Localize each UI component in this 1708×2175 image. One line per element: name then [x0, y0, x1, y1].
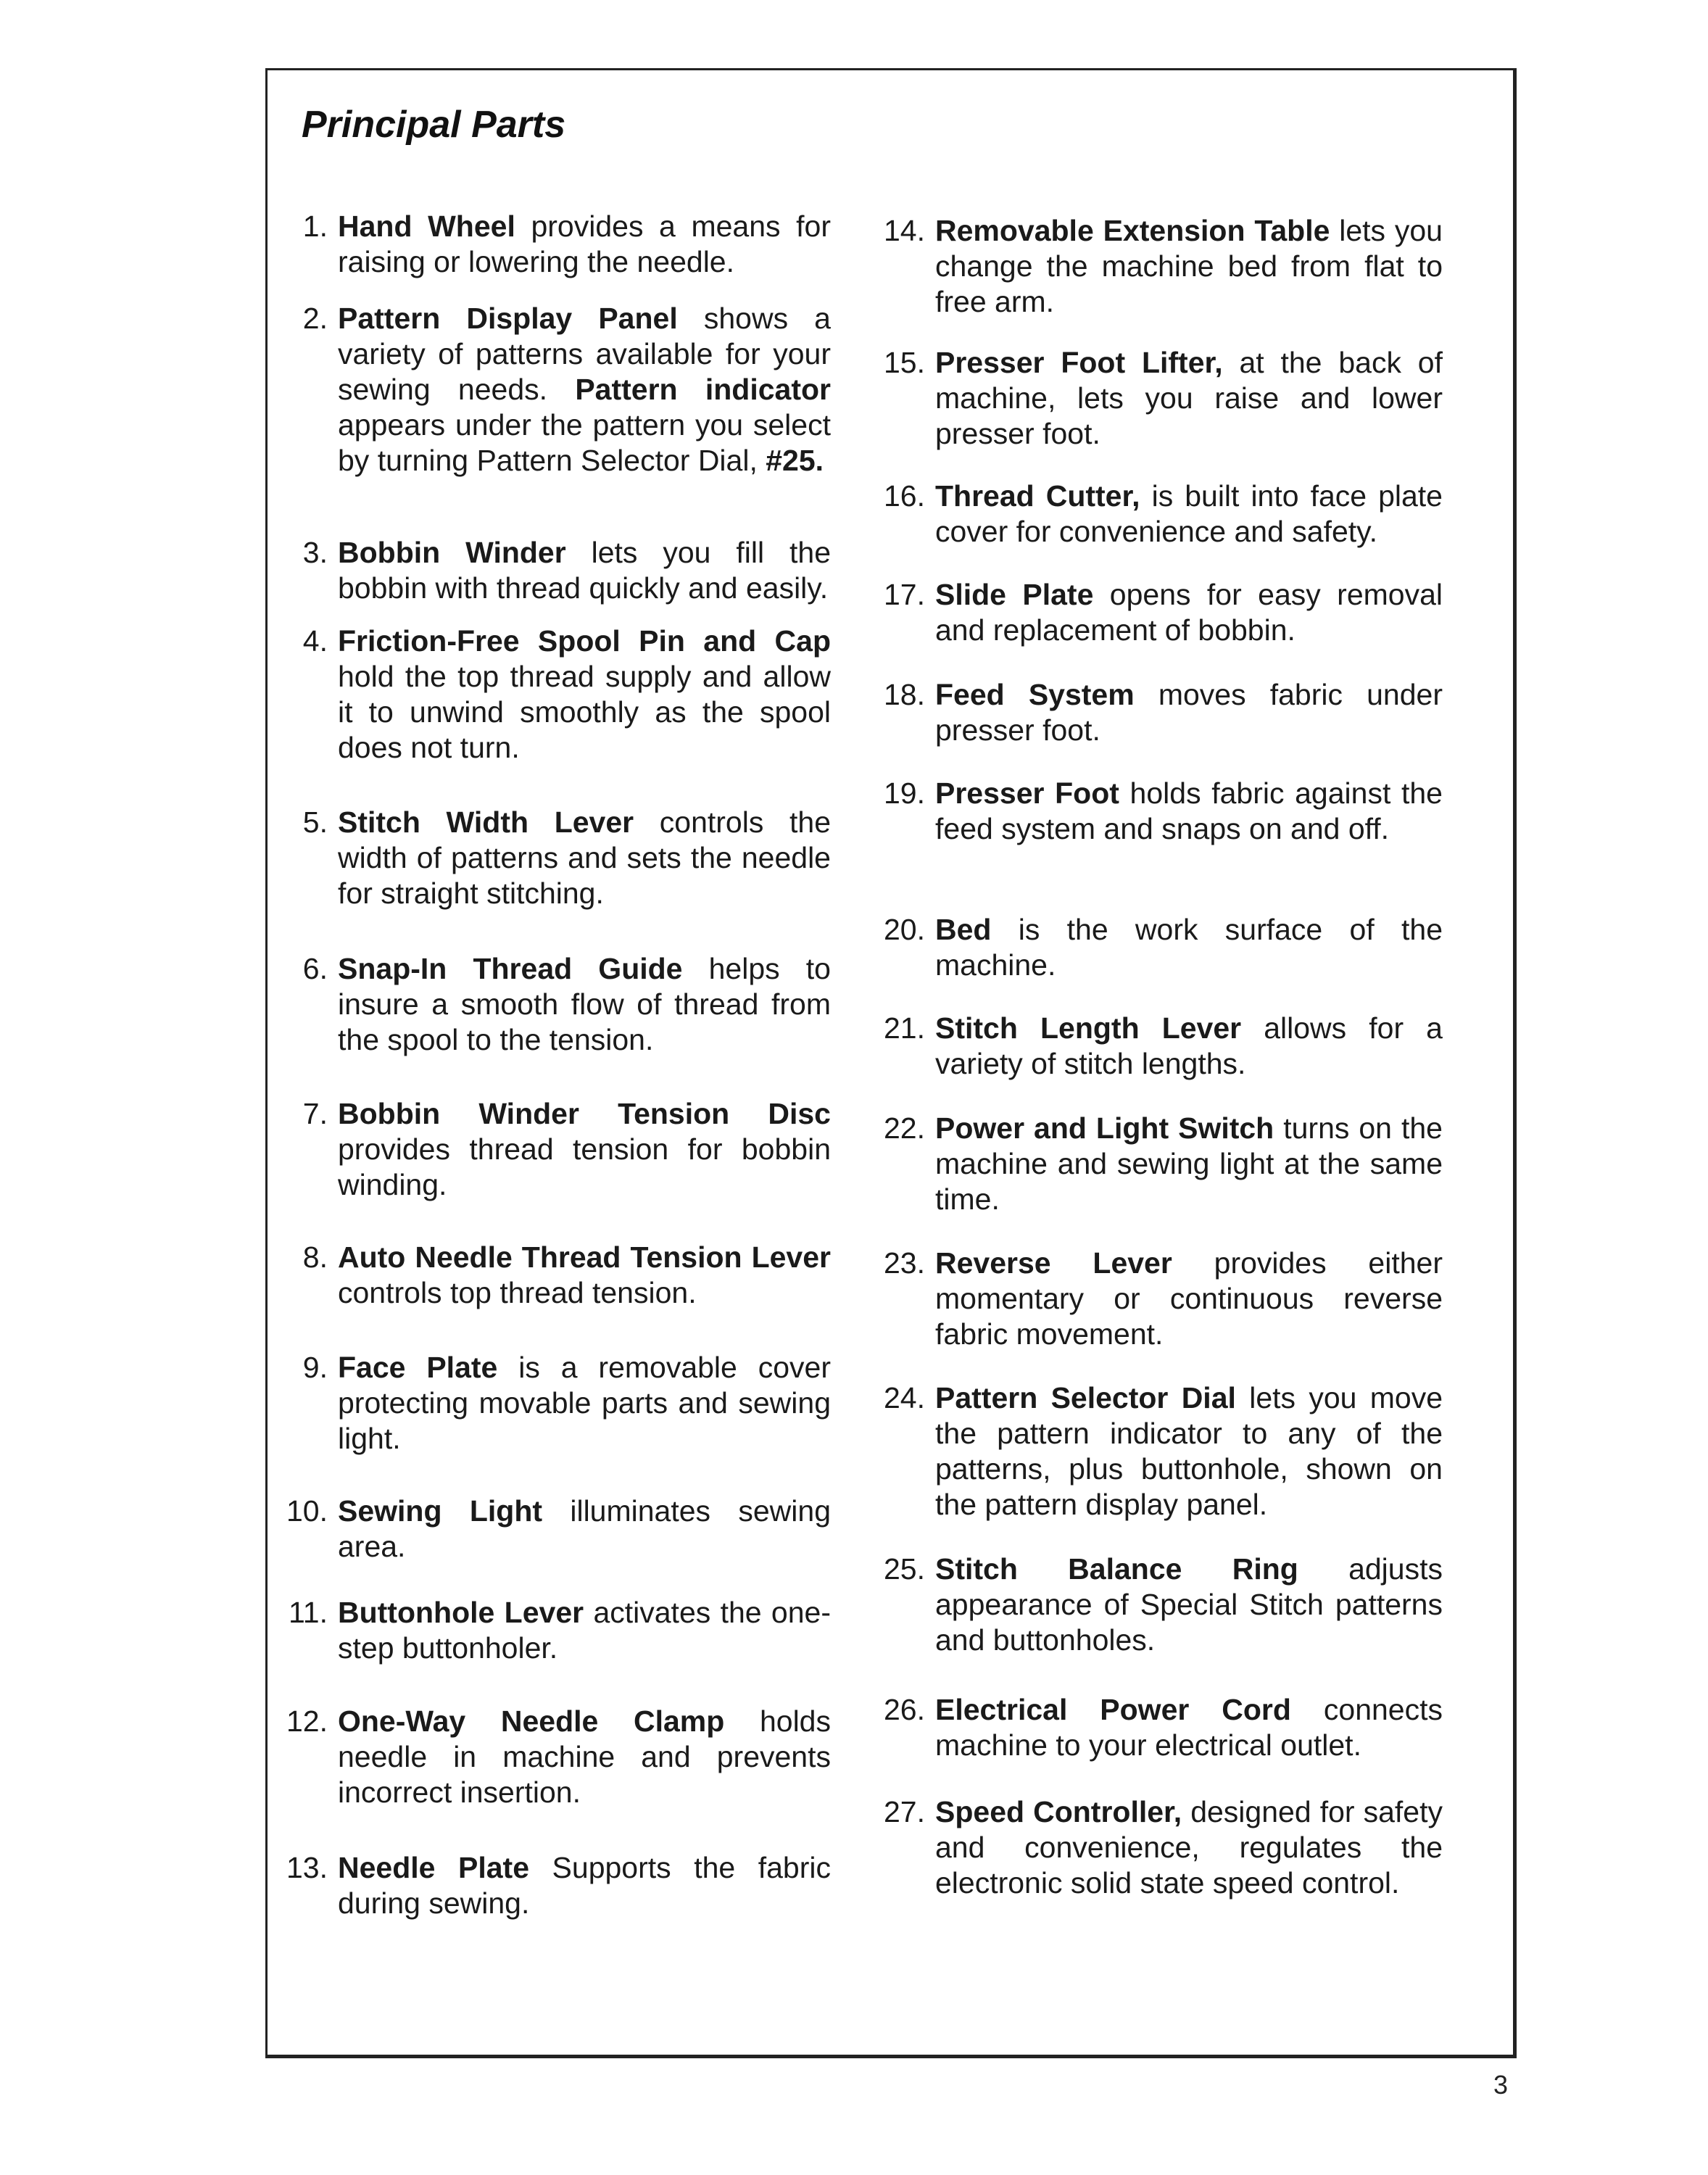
- part-description: [935, 1011, 1443, 1082]
- part-text: adjusts appearance of Special Stitch patterns and buttonholes.: [935, 1552, 1443, 1657]
- part-name: Auto Needle Thread Tension Lever: [338, 1240, 831, 1274]
- part-number: 20.: [884, 913, 925, 946]
- part-text: opens for easy removal and replacement of bobbin.: [935, 578, 1443, 647]
- part-number: 25.: [884, 1552, 925, 1586]
- part-description: [338, 805, 831, 911]
- part-description: [338, 1350, 831, 1457]
- part-description: [338, 1595, 831, 1666]
- part-name: Feed System: [935, 678, 1135, 711]
- part-description: [935, 912, 1443, 983]
- part-description: [935, 577, 1443, 648]
- part-description: [935, 1246, 1443, 1352]
- part-text: lets you move the pattern indicator to any of the patterns, plus buttonhole, shown on the pattern display panel.: [935, 1381, 1443, 1521]
- part-number: 24.: [884, 1381, 925, 1414]
- part-text: at the back of machine, lets you raise and lower presser foot.: [935, 346, 1443, 450]
- part-name: Hand Wheel: [338, 210, 515, 243]
- part-name: One-Way Needle Clamp: [338, 1704, 725, 1738]
- part-number: 18.: [884, 678, 925, 711]
- part-text: lets you change the machine bed from flat to free arm.: [935, 214, 1443, 318]
- part-name: Pattern Display Panel: [338, 302, 678, 335]
- part-number: 12.: [286, 1704, 328, 1738]
- part-text: connects machine to your electrical outlet.: [935, 1693, 1443, 1762]
- part-text: is built into face plate cover for convenience and safety.: [935, 479, 1443, 548]
- part-number: 22.: [884, 1111, 925, 1145]
- part-text: holds fabric against the feed system and snaps on and off.: [935, 776, 1443, 845]
- part-number: 26.: [884, 1693, 925, 1726]
- part-text: is a removable cover protecting movable parts and sewing light.: [338, 1351, 831, 1455]
- part-description: [935, 213, 1443, 320]
- part-name: Face Plate: [338, 1351, 498, 1384]
- part-description: [338, 1704, 831, 1810]
- part-description: [935, 1794, 1443, 1901]
- part-text: hold the top thread supply and allow it to unwind smoothly as the spool does not turn.: [338, 660, 831, 764]
- part-text: provides a means for raising or lowering the needle.: [338, 210, 831, 278]
- part-text: moves fabric under presser foot.: [935, 678, 1443, 747]
- part-name: Pattern Selector Dial: [935, 1381, 1236, 1414]
- part-text: appears under the pattern you select by turning Pattern Selector Dial,: [338, 408, 831, 477]
- part-text: provides thread tension for bobbin winding.: [338, 1132, 831, 1201]
- part-name: Friction-Free Spool Pin and Cap: [338, 624, 831, 658]
- part-text: illuminates sewing area.: [338, 1494, 831, 1563]
- part-name: Power and Light Switch: [935, 1111, 1274, 1145]
- part-number: 16.: [884, 479, 925, 513]
- part-description: [338, 301, 831, 478]
- part-number: 3.: [302, 536, 328, 569]
- part-number: 21.: [884, 1011, 925, 1045]
- part-number: 17.: [884, 578, 925, 611]
- part-name: #25.: [766, 444, 824, 477]
- part-number: 9.: [302, 1351, 328, 1384]
- part-text: shows a variety of patterns available for your sewing needs.: [338, 302, 831, 406]
- part-name: Needle Plate: [338, 1851, 529, 1884]
- part-name: Buttonhole Lever: [338, 1596, 584, 1629]
- part-number: 4.: [302, 624, 328, 658]
- part-description: [338, 1096, 831, 1203]
- part-name: Bobbin Winder Tension Disc: [338, 1097, 831, 1130]
- part-name: Sewing Light: [338, 1494, 543, 1528]
- part-description: [935, 1552, 1443, 1658]
- part-name: Slide Plate: [935, 578, 1094, 611]
- part-number: 27.: [884, 1795, 925, 1828]
- part-text: designed for safety and convenience, regulates the electronic solid state speed control.: [935, 1795, 1443, 1900]
- part-description: [935, 478, 1443, 550]
- part-description: [338, 1494, 831, 1565]
- part-text: helps to insure a smooth flow of thread from the spool to the tension.: [338, 952, 831, 1056]
- part-name: Pattern indicator: [575, 373, 831, 406]
- part-name: Snap-In Thread Guide: [338, 952, 683, 985]
- part-number: 5.: [302, 805, 328, 839]
- part-name: Bed: [935, 913, 992, 946]
- part-name: Stitch Length Lever: [935, 1011, 1242, 1045]
- part-name: Removable Extension Table: [935, 214, 1330, 247]
- part-description: [338, 535, 831, 606]
- part-text: holds needle in machine and prevents incorrect insertion.: [338, 1704, 831, 1809]
- part-number: 10.: [286, 1494, 328, 1528]
- part-text: controls top thread tension.: [338, 1276, 697, 1309]
- part-number: 11.: [289, 1596, 328, 1629]
- part-name: Thread Cutter,: [935, 479, 1140, 513]
- part-description: [338, 1850, 831, 1921]
- part-name: Presser Foot: [935, 776, 1119, 810]
- part-description: [935, 776, 1443, 847]
- part-number: 14.: [884, 214, 925, 247]
- part-name: Stitch Balance Ring: [935, 1552, 1298, 1586]
- part-description: [935, 677, 1443, 748]
- part-text: allows for a variety of stitch lengths.: [935, 1011, 1443, 1080]
- part-text: activates the one-step buttonholer.: [338, 1596, 831, 1665]
- part-number: 13.: [286, 1851, 328, 1884]
- part-name: Electrical Power Cord: [935, 1693, 1291, 1726]
- part-description: [338, 951, 831, 1058]
- part-description: [338, 209, 831, 280]
- part-description: [935, 345, 1443, 452]
- part-number: 19.: [884, 776, 925, 810]
- page-title: Principal Parts: [302, 104, 566, 146]
- part-number: 7.: [302, 1097, 328, 1130]
- part-name: Speed Controller,: [935, 1795, 1182, 1828]
- part-name: Presser Foot Lifter,: [935, 346, 1223, 379]
- part-number: 15.: [884, 346, 925, 379]
- part-name: Reverse Lever: [935, 1246, 1172, 1280]
- part-number: 1.: [302, 210, 328, 243]
- part-description: [935, 1380, 1443, 1522]
- part-text: provides either momentary or continuous reverse fabric movement.: [935, 1246, 1443, 1351]
- part-number: 8.: [302, 1240, 328, 1274]
- part-text: is the work surface of the machine.: [935, 913, 1443, 982]
- part-description: [338, 1240, 831, 1311]
- part-description: [935, 1111, 1443, 1217]
- part-name: Stitch Width Lever: [338, 805, 634, 839]
- part-text: Supports the fabric during sewing.: [338, 1851, 831, 1920]
- part-description: [338, 624, 831, 766]
- page-number: 3: [1493, 2070, 1509, 2100]
- part-text: controls the width of patterns and sets the needle for straight stitching.: [338, 805, 831, 910]
- part-text: lets you fill the bobbin with thread quickly and easily.: [338, 536, 831, 605]
- part-name: Bobbin Winder: [338, 536, 566, 569]
- part-number: 2.: [302, 302, 328, 335]
- part-number: 23.: [884, 1246, 925, 1280]
- part-text: turns on the machine and sewing light at the same time.: [935, 1111, 1443, 1216]
- part-number: 6.: [302, 952, 328, 985]
- part-description: [935, 1692, 1443, 1763]
